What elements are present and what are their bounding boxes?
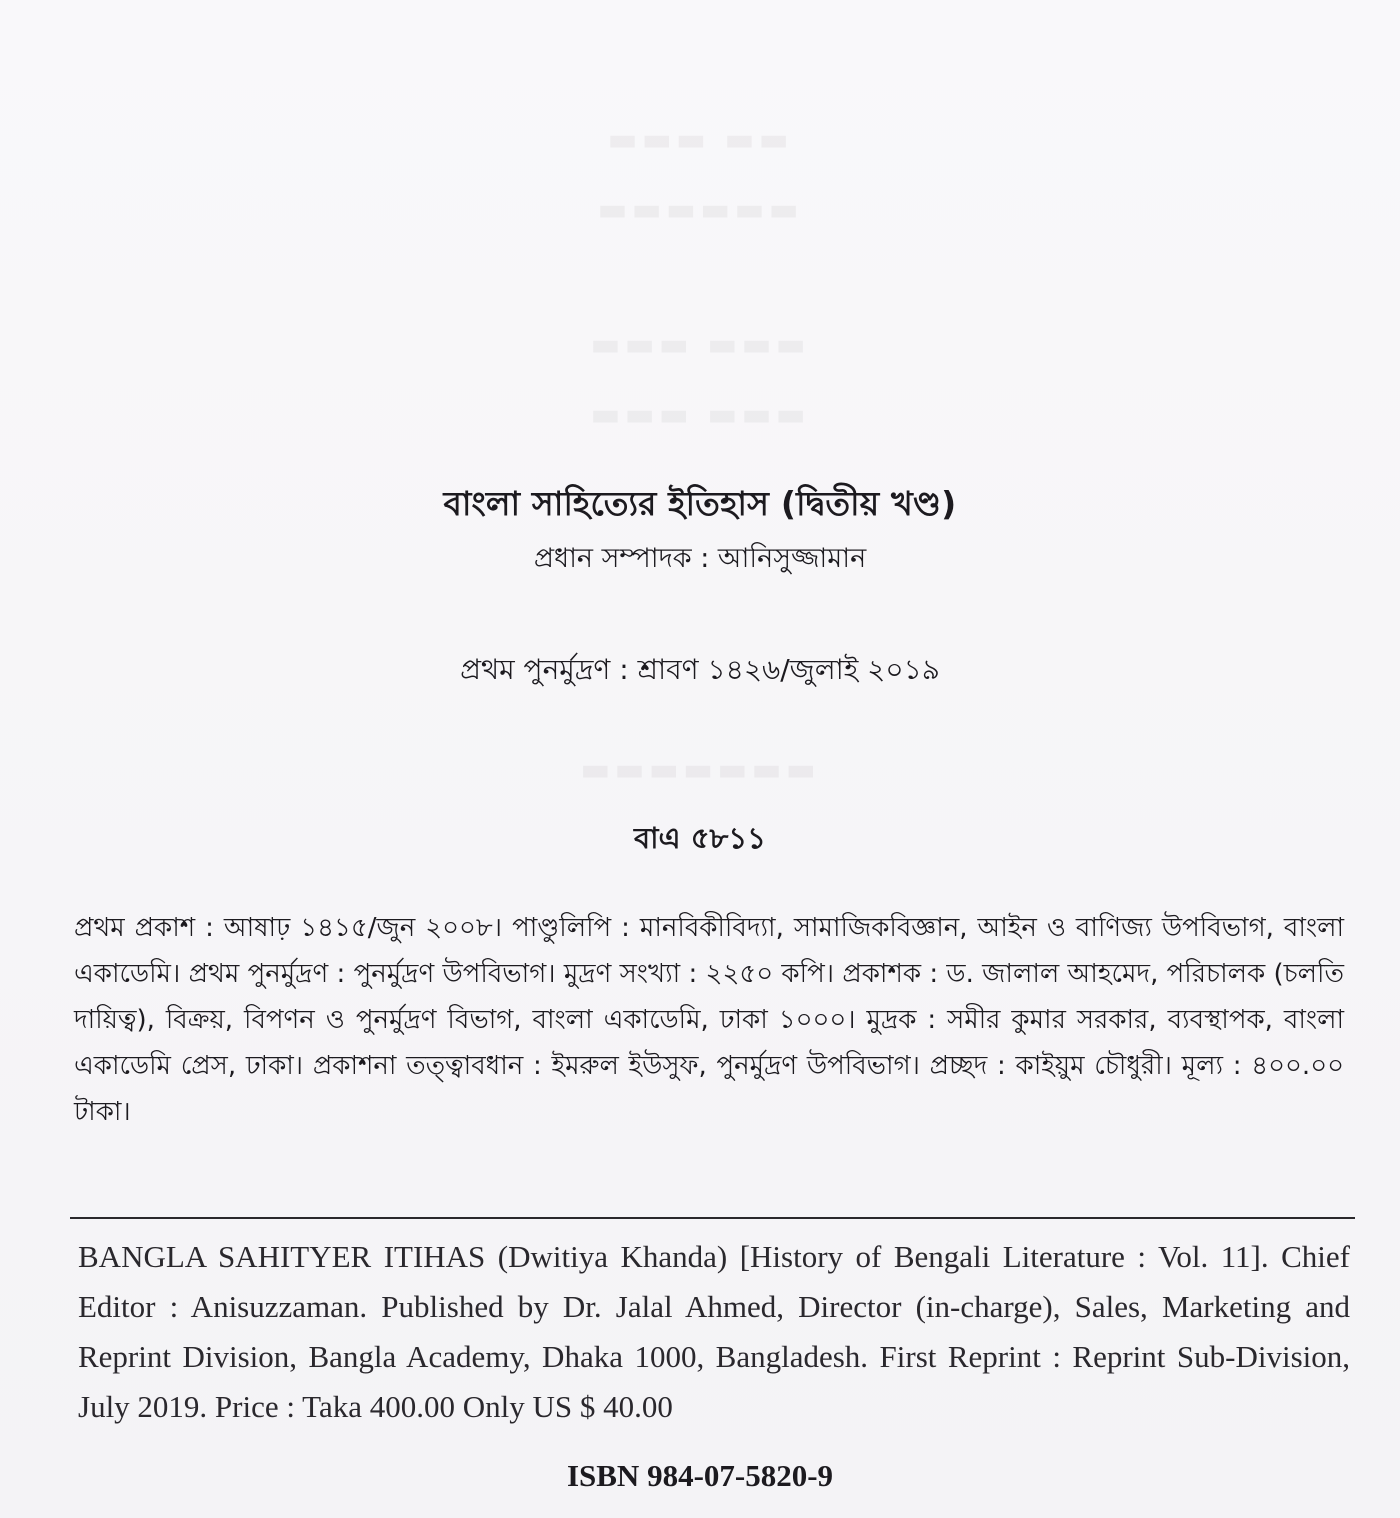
bleed-through-mark: ▬▬▬ ▬▬▬ bbox=[590, 395, 810, 433]
english-colophon-paragraph: BANGLA SAHITYER ITIHAS (Dwitiya Khanda) [History of Bengali Literature : Vol. 11]. Chief Editor : Anisuzzaman. Published by Dr. Jalal Ahmed, Director (in-charge), Sales, Marketing and Reprint Division, Bangla Academy, Dhaka 1000, Bangladesh. First Reprint : Reprint Sub-Division, July 2019. Price : Taka 400.00 Only US $ 40.00 bbox=[78, 1239, 1350, 1424]
bengali-colophon-paragraph: প্রথম প্রকাশ : আষাঢ় ১৪১৫/জুন ২০০৮। পাণ্ডুলিপি : মানবিকীবিদ্যা, সামাজিকবিজ্ঞান, আইন ও বাণিজ্য উপবিভাগ, বাংলা একাডেমি। প্রথম পুনর্মুদ্রণ : পুনর্মুদ্রণ উপবিভাগ। মুদ্রণ সংখ্যা : ২২৫০ কপি। প্রকাশক : ড. জালাল আহমেদ, পরিচালক (চলতি দায়িত্ব), বিক্রয়, বিপণন ও পুনর্মুদ্রণ বিভাগ, বাংলা একাডেমি, ঢাকা ১০০০। মুদ্রক : সমীর কুমার সরকার, ব্যবস্থাপক, বাংলা একাডেমি প্রেস, ঢাকা। প্রকাশনা তত্ত্বাবধান : ইমরুল ইউসুফ, পুনর্মুদ্রণ উপবিভাগ। প্রচ্ছদ : কাইয়ুম চৌধুরী। মূল্য : ৪০০.০০ টাকা। bbox=[74, 913, 1344, 1127]
bleed-through-mark: ▬▬▬▬▬▬ bbox=[597, 190, 803, 228]
bleed-through-mark: ▬▬▬ ▬▬ bbox=[607, 120, 793, 158]
chief-editor-line: প্রধান সম্পাদক : আনিসুজ্জামান bbox=[533, 543, 867, 574]
catalog-number: বাএ ৫৮১১ bbox=[634, 821, 766, 855]
bleed-through-mark: ▬▬▬ ▬▬▬ bbox=[590, 325, 810, 363]
reprint-date-line: প্রথম পুনর্মুদ্রণ : শ্রাবণ ১৪২৬/জুলাই ২০১৯ bbox=[460, 653, 940, 686]
book-title: বাংলা সাহিত্যের ইতিহাস (দ্বিতীয় খণ্ড) bbox=[443, 484, 957, 523]
bleed-through-mark: ▬▬▬▬▬▬▬ bbox=[580, 750, 820, 788]
isbn-number: ISBN 984-07-5820-9 bbox=[566, 1458, 834, 1493]
horizontal-rule bbox=[70, 1217, 1355, 1219]
